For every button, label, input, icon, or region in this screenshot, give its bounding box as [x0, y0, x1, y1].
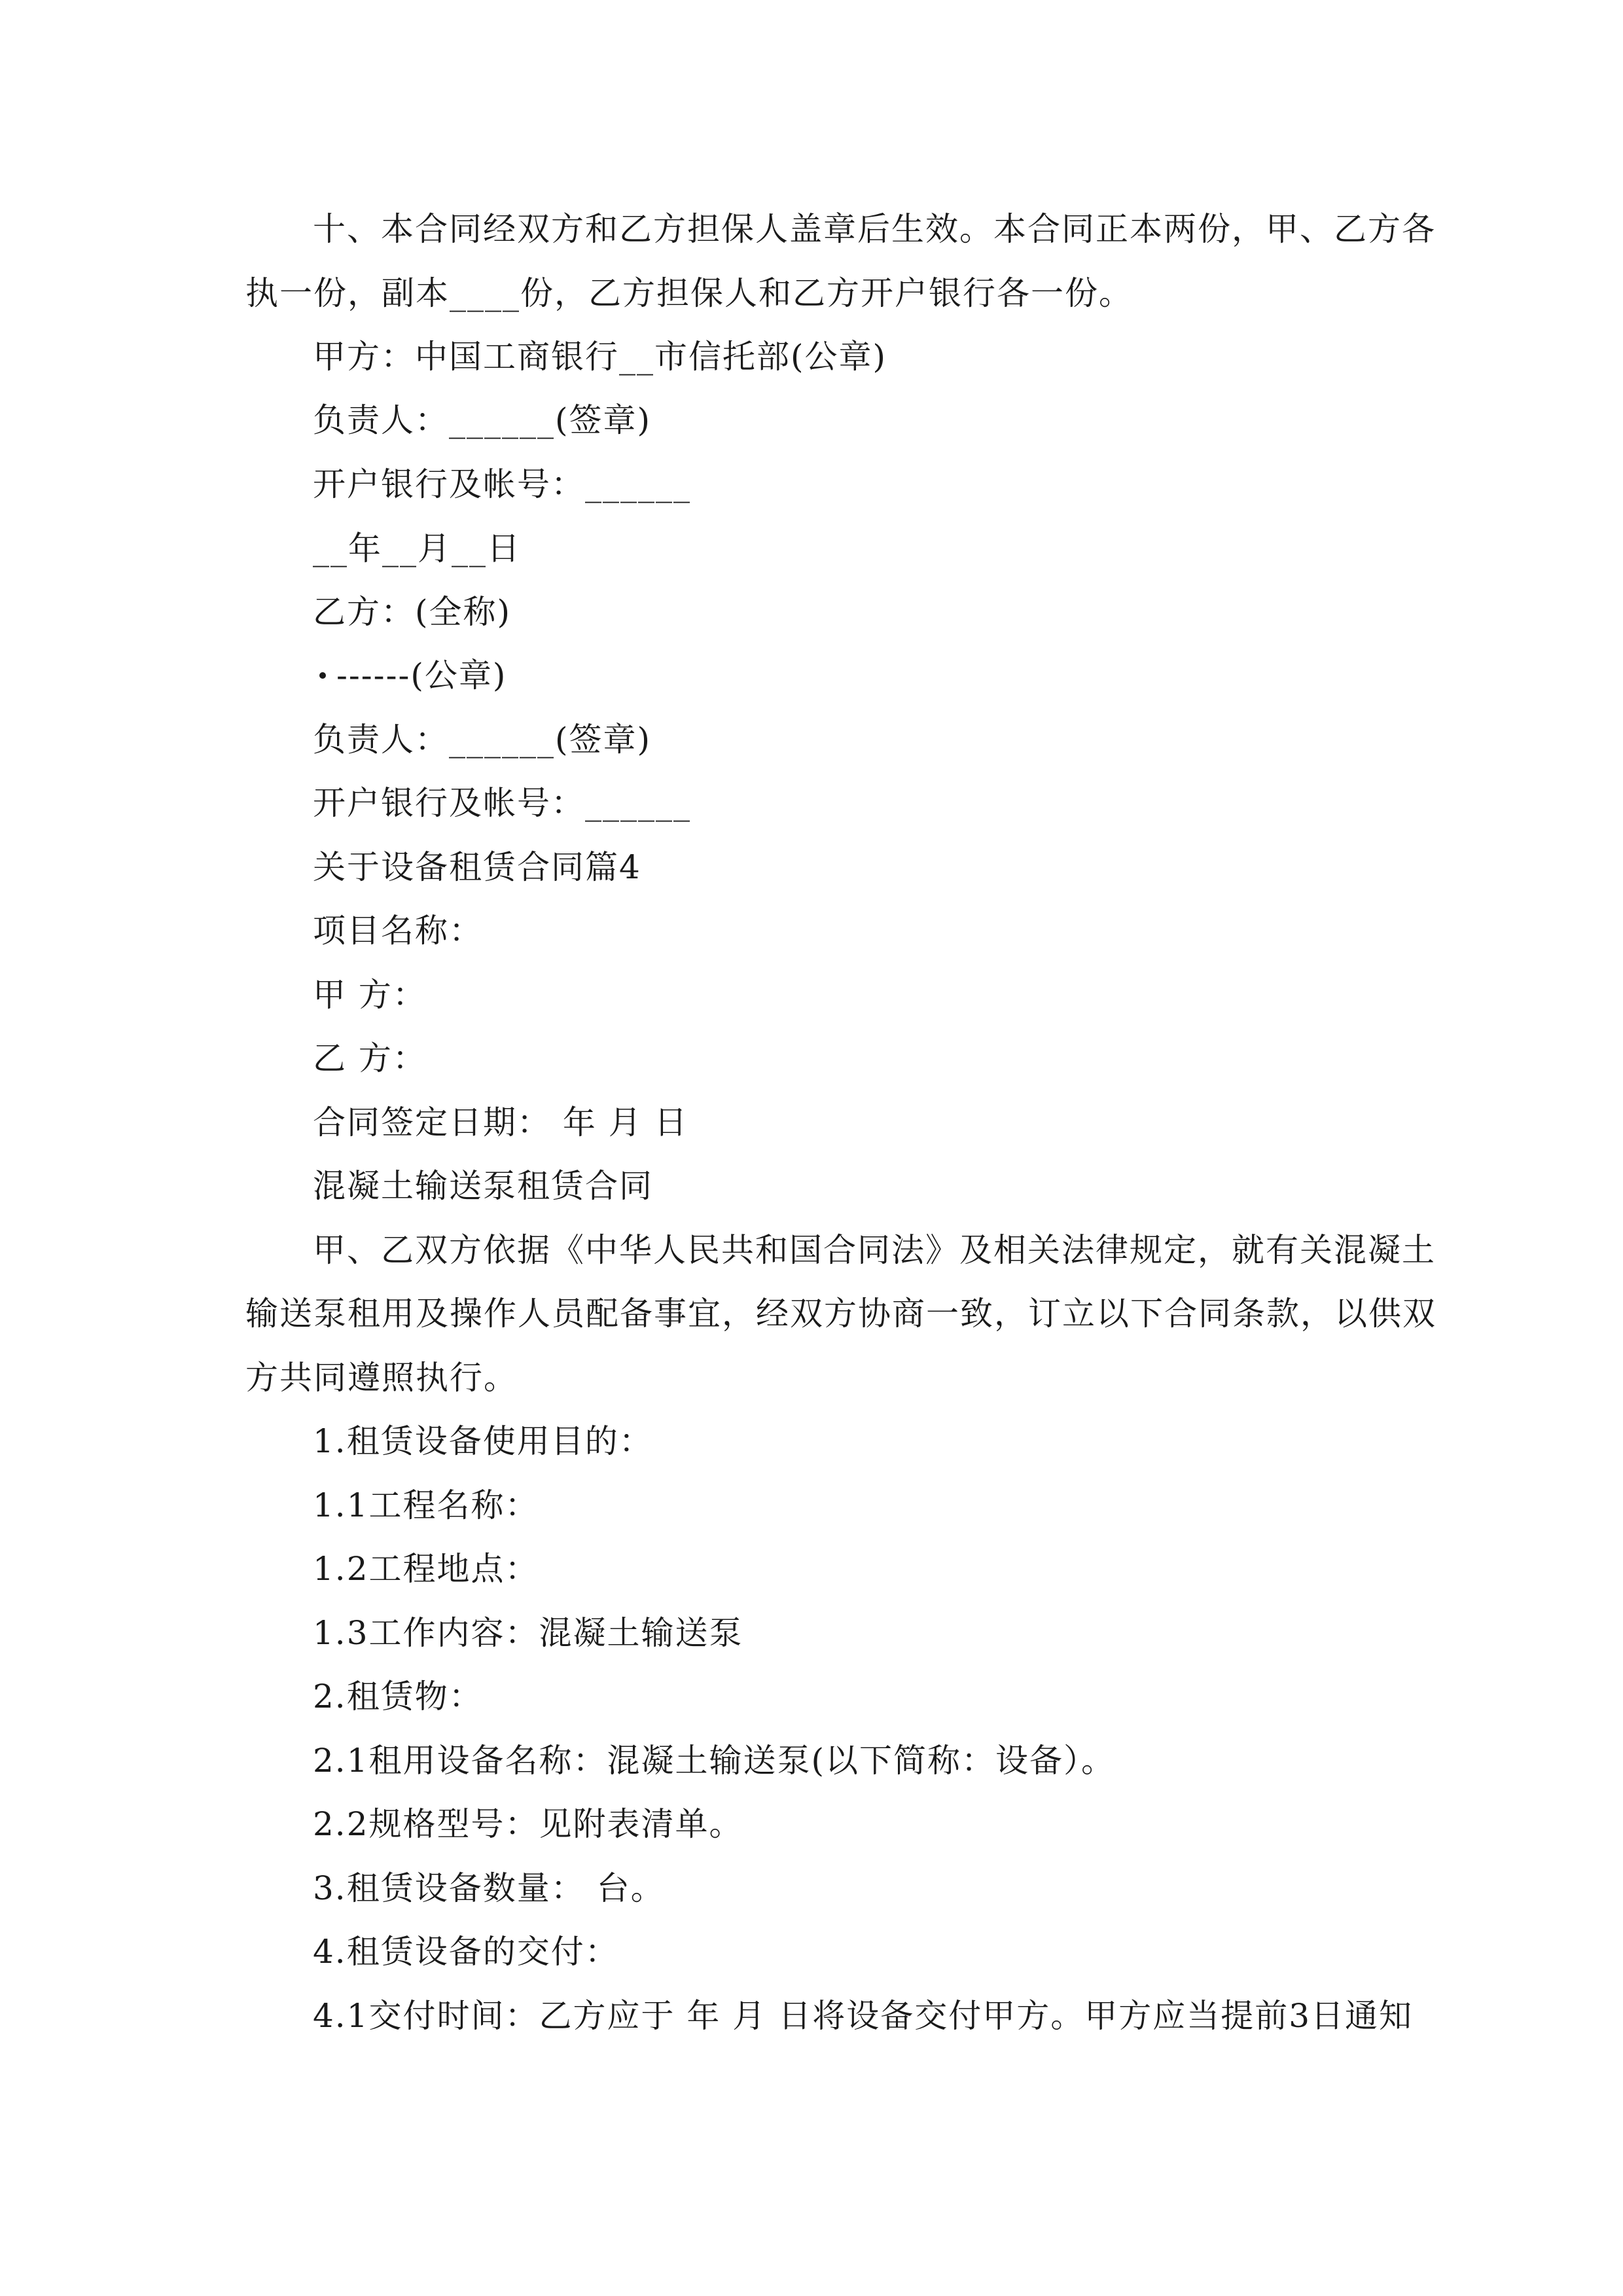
clause-2-2: 2.2规格型号：见附表清单。 [313, 1805, 743, 1843]
clause-4: 4.租赁设备的交付： [313, 1933, 619, 1971]
preamble-line-3: 方共同遵照执行。 [245, 1359, 518, 1397]
party-a-label: 甲 方： [313, 976, 427, 1014]
clause-1-1: 1.1工程名称： [313, 1486, 539, 1524]
party-b-label: 乙 方： [313, 1039, 427, 1077]
preamble-line-1: 甲、乙双方依据《中华人民共和国合同法》及相关法律规定，就有关混凝土 [313, 1231, 1436, 1269]
clause-ten-line-1: 十、本合同经双方和乙方担保人盖章后生效。本合同正本两份，甲、乙方各 [313, 210, 1436, 248]
preamble-line-2: 输送泵租用及操作人员配备事宜，经双方协商一致，订立以下合同条款，以供双 [245, 1295, 1436, 1333]
section-heading: 关于设备租赁合同篇4 [313, 848, 641, 886]
signing-date: 合同签定日期： 年 月 日 [313, 1103, 688, 1141]
project-name: 项目名称： [313, 912, 483, 950]
party-b-seal-line [313, 656, 507, 695]
clause-3: 3.租赁设备数量： 台。 [313, 1869, 665, 1907]
clause-1: 1.租赁设备使用目的： [313, 1422, 653, 1460]
clause-1-2: 1.2工程地点： [313, 1550, 539, 1588]
clause-2-1: 2.1租用设备名称：混凝土输送泵(以下简称：设备）。 [313, 1742, 1116, 1780]
contract-title: 混凝土输送泵租赁合同 [313, 1167, 653, 1205]
party-a-account: 开户银行及帐号：______ [313, 465, 691, 503]
bullet-icon [319, 672, 326, 679]
clause-ten-line-2: 执一份，副本____份，乙方担保人和乙方开户银行各一份。 [245, 274, 1133, 312]
clause-4-1: 4.1交付时间：乙方应于 年 月 日将设备交付甲方。甲方应当提前3日通知 [313, 1997, 1414, 2035]
clause-2: 2.租赁物： [313, 1677, 483, 1715]
party-b-account: 开户银行及帐号：______ [313, 784, 691, 822]
party-a-principal: 负责人：______(签章) [313, 401, 652, 439]
party-a-bank: 甲方：中国工商银行__市信托部(公章) [313, 338, 887, 376]
clause-1-3: 1.3工作内容：混凝土输送泵 [313, 1614, 743, 1652]
party-a-date: __年__月__日 [313, 529, 521, 567]
party-b-principal: 负责人：______(签章) [313, 721, 652, 759]
party-b-fullname: 乙方：(全称) [313, 593, 512, 631]
party-b-seal: ------(公章) [336, 656, 507, 694]
